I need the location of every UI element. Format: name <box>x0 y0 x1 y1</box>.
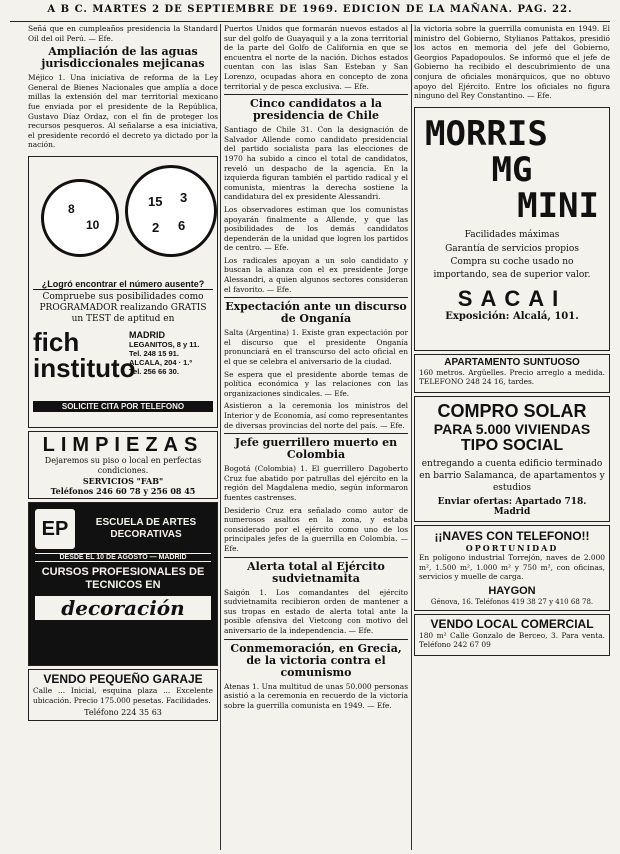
ad-subtitle: TIPO SOCIAL <box>460 436 564 454</box>
ad-brand-line: MINI <box>517 185 599 226</box>
article-text: Los radicales apoyan a un solo candidato y buscan la alianza con el ex presidente Jorge Alessandri, a quien algunos sectores consideran el favorito. — Efe. <box>224 255 408 294</box>
page-header: A B C. MARTES 2 DE SEPTIEMBRE DE 1969. EDICION DE LA MAÑANA. PAG. 22. <box>47 4 573 15</box>
ad-phone: Tel. 256 66 30. <box>129 366 179 376</box>
ad-apartamento <box>414 354 610 393</box>
ad-phone: Tel. 248 15 91. <box>129 348 179 358</box>
ad-text: 180 m² Calle Gonzalo de Berceo, 3. Para venta. Teléfono 242 67 09 <box>419 630 605 650</box>
article-text: Saigón 1. Los comandantes del ejército sudvietnamita recibieron orden de mantener a sus tropas en estado de alerta total ante la posible ofensiva del Vietcong con motivo del aniversario de la independencia. — Efe. <box>224 587 408 635</box>
wheel-number: 2 <box>152 219 160 235</box>
ad-subtitle: PARA 5.000 VIVIENDAS <box>433 420 591 437</box>
ad-local <box>414 614 610 656</box>
article-text: Se espera que el presidente aborde temas de política económica y las relaciones con las organizaciones sindicales. — Efe. <box>224 369 408 398</box>
headline: Ampliación de las aguas jurisdiccionales mejicanas <box>41 45 205 71</box>
ad-question: ¿Logró encontrar el número ausente? <box>33 279 213 290</box>
article-text: Salta (Argentina) 1. Existe gran expectación por el discurso que el presidente Onganía pronunciará en el transcurso del acto oficial en el que se celebra el aniversario de la ciudad. <box>224 328 408 367</box>
ad-city: MADRID <box>129 329 165 340</box>
headline: Jefe guerrillero muerto en Colombia <box>234 436 398 462</box>
dealer-name: SACAI <box>457 285 567 311</box>
article-rule <box>224 639 408 640</box>
ad-text: entregando a cuenta edificio terminado en barrio Salamanca, de apartamentos y estudios <box>419 458 605 493</box>
headline: Cinco candidatos a la presidencia de Chile <box>249 97 382 123</box>
article-text: Los observadores estiman que los comunistas apoyarán finalmente a Allende, y que las posibilidades de los demás candidatos dependerán de la unidad que logren los partidos de centro. — Efe. <box>224 204 408 253</box>
ad-title: COMPRO SOLAR <box>437 400 587 421</box>
ad-limpiezas <box>28 431 218 499</box>
column-3 <box>414 24 610 850</box>
ad-text: SERVICIOS "FAB" <box>82 475 164 486</box>
column-2 <box>224 24 408 850</box>
ad-text: Calle ... Inicial, esquina plaza ... Excelente ubicación. Precio 175.000 pesetas. Facilidades. <box>33 685 213 705</box>
header-rule <box>10 21 610 22</box>
ad-garaje <box>28 669 218 721</box>
article-text: Señá que en cumpleaños presidencia la Standard Oil del oil Perú. — Efe. <box>28 24 218 43</box>
headline: Expectación ante un discurso de Onganía <box>225 300 407 326</box>
article-rule <box>224 433 408 434</box>
school-logo: EP <box>35 509 75 549</box>
column-divider <box>220 24 221 850</box>
ad-phone: Génova, 16. Teléfonos 419 38 27 y 410 68 78. <box>430 597 594 606</box>
ad-brand: HAYGON <box>488 584 536 597</box>
article-text: la victoria sobre la guerrilla comunista en 1949. El ministro del Gobierno, Stylianos Pattakos, presidió los actos en memoria del jefe del Gobierno, Georgios Papadopoulos. Se informó que el jefe de Gobierno ha recibido el descubrimiento de una conjura de oficiales monárquicos, que no obtuvo apoyo del Ejército. Entre los oficiales no figura ninguno del Rey Constantino. — Efe. <box>414 24 610 101</box>
ad-text: En polígono industrial Torrejón, naves de 2.000 m², 1.500 m², 1.000 m² y 750 m², con oficinas, servicios y muelle de carga. <box>419 552 605 582</box>
ad-text: 160 metros. Argüelles. Precio arreglo a medida. TELEFONO 248 24 16, tardes. <box>419 367 605 387</box>
ad-fich-instituto <box>28 156 218 428</box>
column-divider <box>411 24 412 850</box>
ad-phone: Teléfonos 246 60 78 y 256 08 45 <box>50 485 196 496</box>
article-text: Méjico 1. Una iniciativa de reforma de la Ley General de Bienes Nacionales que amplía a doce millas la extensión del mar territorial mexicano fue enviada por el presidente de la República, Gustavo Díaz Ordaz, con el fin de proteger los recursos pesqueros. Al señalarse a esa iniciativa, el presidente recordó el decreto ya dictado por la nación. <box>28 73 218 150</box>
ad-text: Facilidades máximas <box>464 229 560 240</box>
headline: Conmemoración, en Grecia, de la victoria contra el comunismo <box>230 641 402 679</box>
article-text: Bogotá (Colombia) 1. El guerrillero Dagoberto Cruz fue abatido por patrullas del ejército en la región del Magdalena medio, según informaron fuentes castrenses. <box>224 464 408 502</box>
number-wheel-graphic <box>125 165 217 257</box>
ad-title: VENDO LOCAL COMERCIAL <box>430 616 594 631</box>
ad-address: LEGANITOS, 8 y 11. <box>129 339 200 349</box>
ad-morris <box>414 107 610 351</box>
ad-subtitle: OPORTUNIDAD <box>465 542 559 553</box>
ad-title: APARTAMENTO SUNTUOSO <box>444 356 580 368</box>
ad-contact: Enviar ofertas: Apartado 718. Madrid <box>437 496 587 517</box>
ad-brand-line: MG <box>491 149 533 190</box>
ad-title: VENDO PEQUEÑO GARAJE <box>43 671 203 686</box>
article-rule <box>224 557 408 558</box>
ad-escuela <box>28 502 218 666</box>
ad-title: LIMPIEZAS <box>42 433 204 456</box>
ad-text: Garantía de servicios propios <box>445 243 579 254</box>
article-text: Puertos Unidos que formarán nuevos estados al sur del golfo de Guayaquil y a la zona territorial de la parte del Golfo de California en que se encuentra el norte de la nación. Dichos estados cuentan con las islas San Esteban y San Lorenzo, ocupadas ahora en concepto de zona territorial y de pesca exclusiva. — Efe. <box>224 24 408 91</box>
wheel-number: 8 <box>68 201 75 216</box>
wheel-number: 6 <box>178 217 186 233</box>
ad-cta: SOLICITE CITA POR TELEFONO <box>33 401 213 412</box>
headline: Alerta total al Ejército sudvietnamita <box>247 559 385 585</box>
article-text: Atenas 1. Una multitud de unas 50.000 personas asistió a la ceremonia en recuerdo de la victoria sobre la guerrilla comunista en 1949. — Efe. <box>224 681 408 710</box>
article-rule <box>224 297 408 298</box>
ad-compro-solar <box>414 396 610 522</box>
brand-logo: fich instituto <box>33 326 136 383</box>
article-text: Asistieron a la ceremonia los ministros del Interior y de Economía, así como representantes de diversas provincias del norte del país. — Efe. <box>224 401 408 430</box>
article-text: Desiderio Cruz era señalado como autor de numerosos asaltos en la zona, y estaba considerado por el ejército como uno de los principales jefes de la guerrilla en Colombia. — Efe. <box>224 505 408 553</box>
ad-text: Dejaremos su piso o local en perfectas condiciones. <box>44 455 202 475</box>
school-name: ESCUELA DE ARTES DECORATIVAS <box>95 516 197 540</box>
school-courses: CURSOS PROFESIONALES DE TECNICOS EN <box>41 565 205 591</box>
wheel-number: 3 <box>180 189 188 205</box>
ad-phone: Teléfono 224 35 63 <box>84 708 162 718</box>
school-subject: decoración <box>35 596 211 620</box>
school-dates: DESDE EL 10 DE AGOSTO — MADRID <box>35 553 211 562</box>
ad-address: ALCALA, 204 · 1.º <box>129 357 193 367</box>
ad-pitch: Compruebe sus posibilidades como PROGRAMADOR realizando GRATIS un TEST de aptitud en <box>39 291 207 324</box>
ad-naves <box>414 525 610 611</box>
ad-title: ¡¡NAVES CON TELEFONO!! <box>434 528 590 543</box>
ad-text: Compra su coche usado no importando, sea de superior valor. <box>433 256 591 280</box>
number-wheel-graphic <box>41 179 119 257</box>
dealer-address: Exposición: Alcalá, 101. <box>445 310 579 322</box>
wheel-number: 15 <box>148 193 163 209</box>
article-text: Santiago de Chile 31. Con la designación de Salvador Allende como candidato presidencial del partido socialista para las elecciones de 1970 ha subido a cinco el total de candidatos, reveló un despacho de la agencia. En la izquierda figuran también el partido radical y el comunista, mientras la derecha sostiene la candidatura del ex presidente Alessandri. <box>224 125 408 202</box>
column-1 <box>28 24 218 850</box>
wheel-number: 10 <box>86 217 100 232</box>
ad-brand-line: MORRIS <box>425 113 548 154</box>
article-rule <box>224 94 408 95</box>
